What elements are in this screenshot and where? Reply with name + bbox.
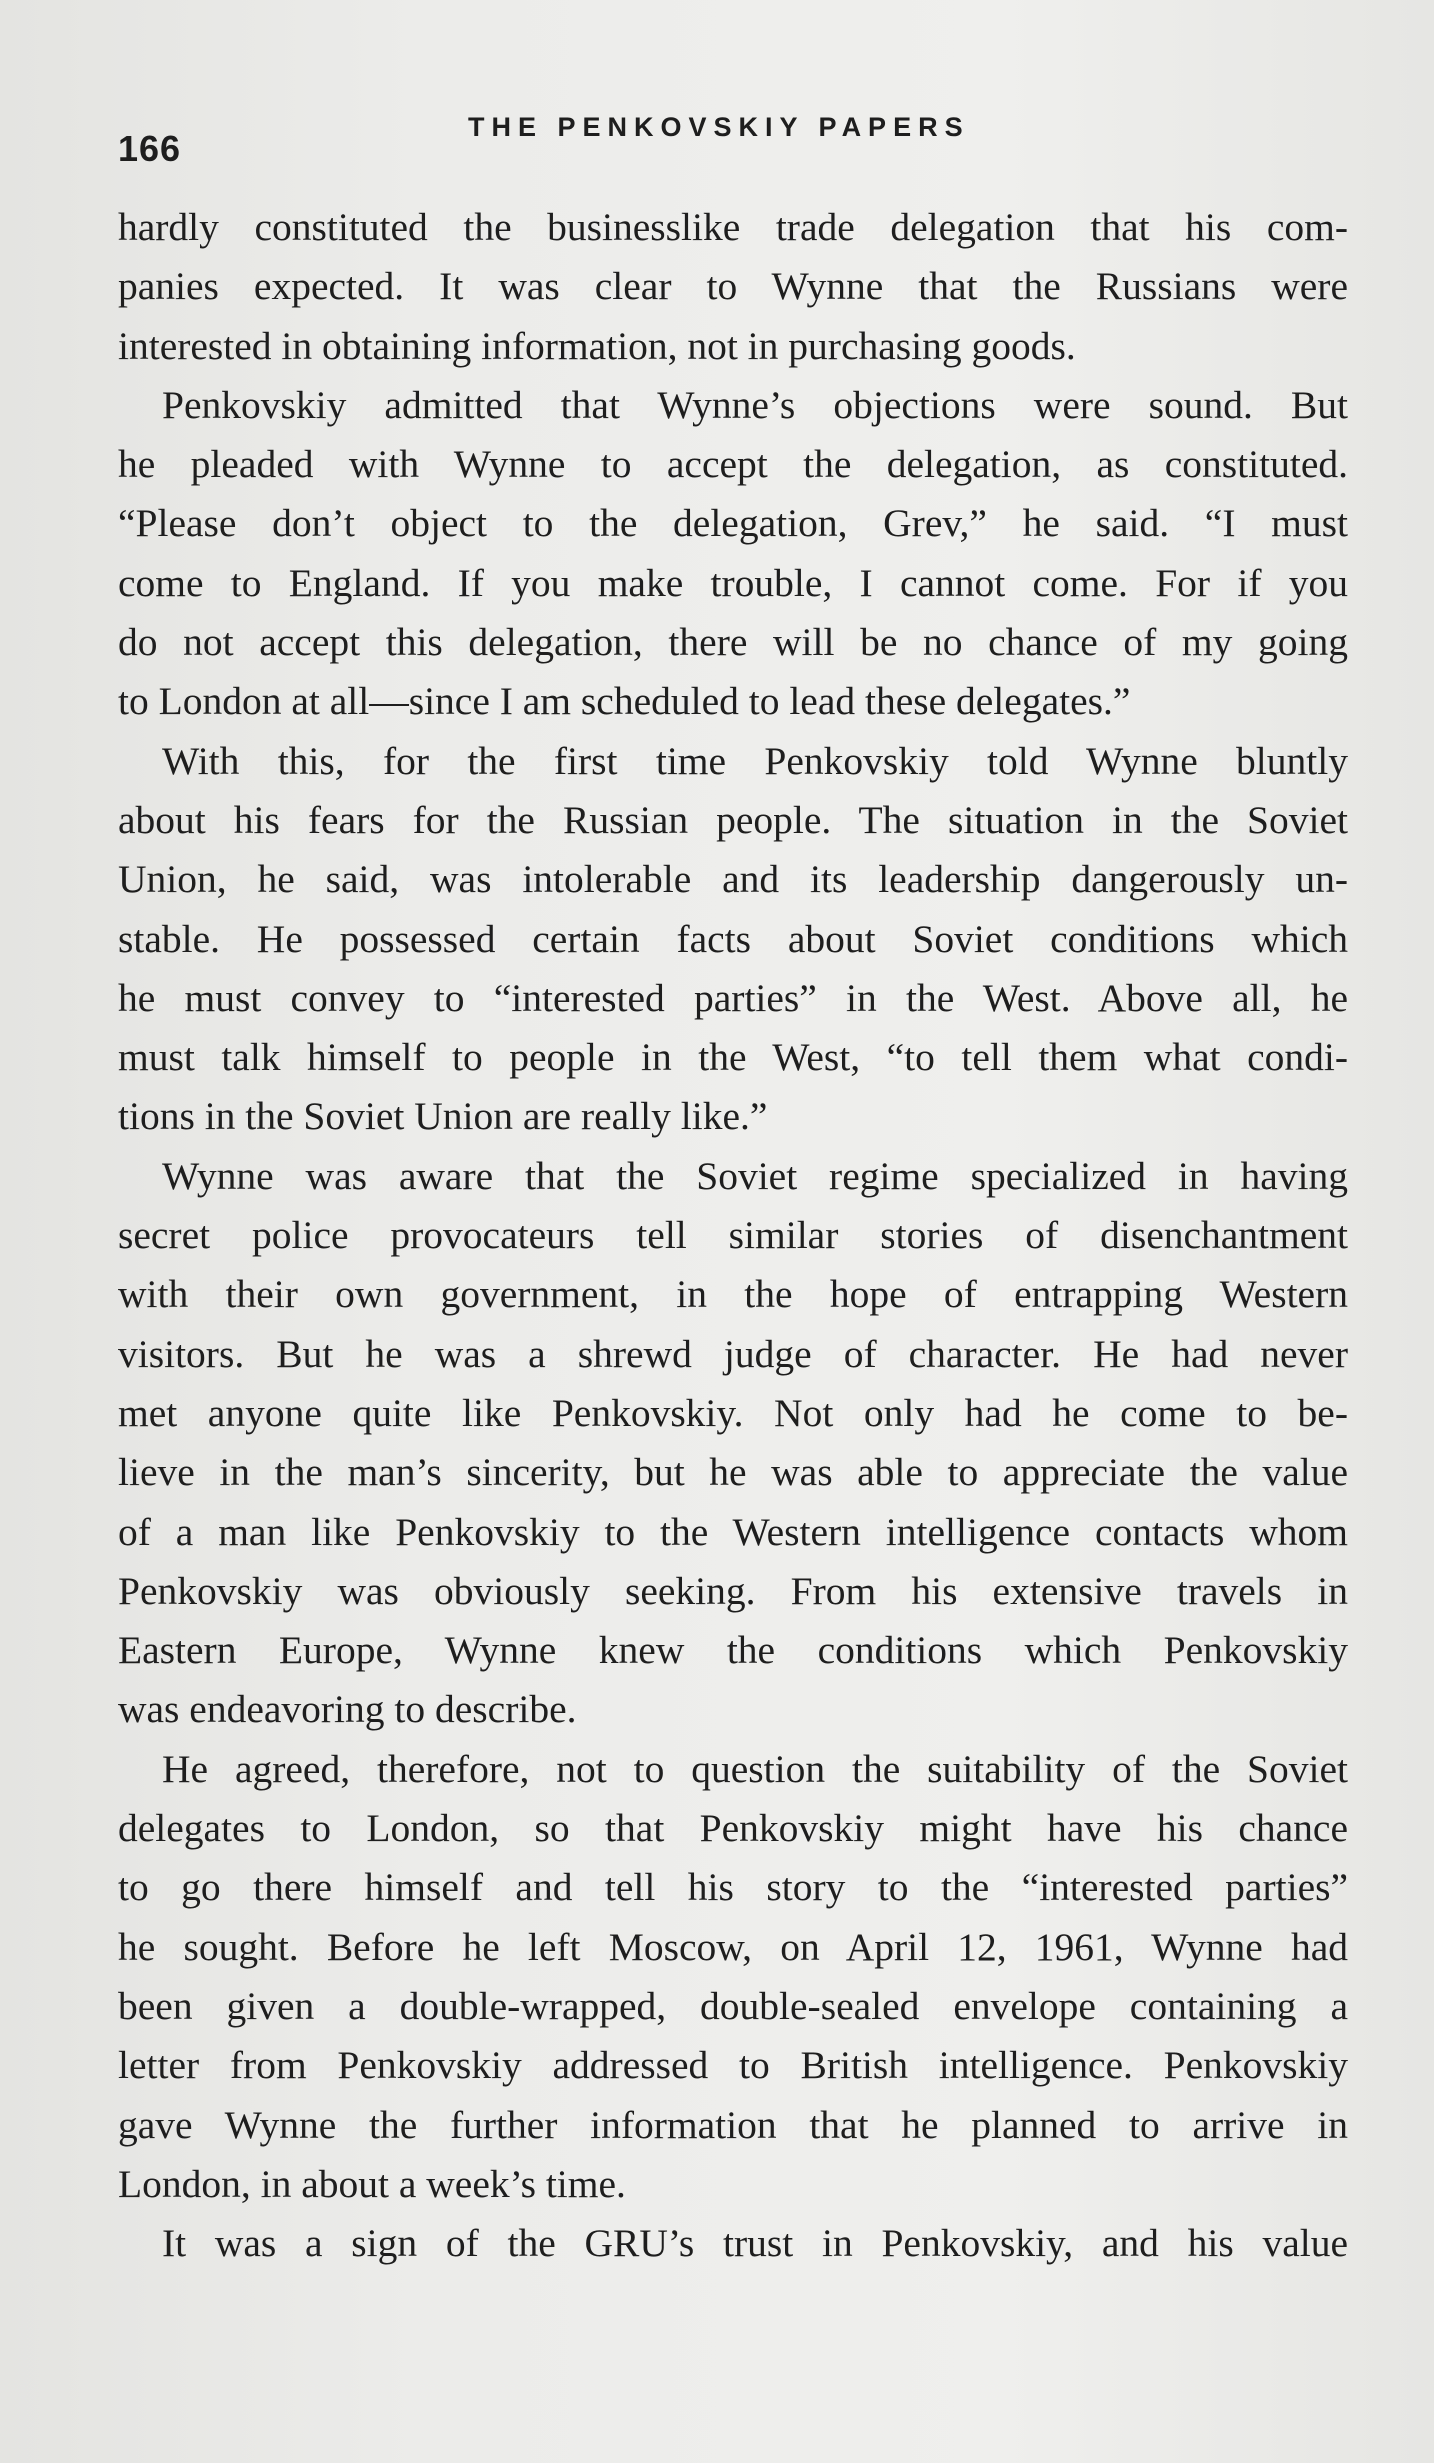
text-line: hardly constituted the businesslike trade delegation that his com- xyxy=(118,205,1348,249)
text-line: he pleaded with Wynne to accept the delegation, as constituted. xyxy=(118,442,1348,487)
text-line: With this, for the first time Penkovskiy told Wynne bluntly xyxy=(162,738,1348,783)
text-line: letter from Penkovskiy addressed to British intelligence. Penkovskiy xyxy=(118,2043,1348,2088)
text-line: been given a double-wrapped, double-sealed envelope containing a xyxy=(118,1983,1348,2028)
text-line: he must convey to “interested parties” in the West. Above all, he xyxy=(118,975,1348,1020)
text-line: of a man like Penkovskiy to the Western intelligence contacts whom xyxy=(118,1509,1348,1554)
text-line: lieve in the man’s sincerity, but he was able to appreciate the value xyxy=(118,1450,1348,1495)
text-line: panies expected. It was clear to Wynne that the Russians were xyxy=(118,264,1348,309)
text-line: was endeavoring to describe. xyxy=(118,1687,577,1732)
text-line: must talk himself to people in the West, “to tell them what condi- xyxy=(118,1035,1348,1080)
text-line: tions in the Soviet Union are really like.” xyxy=(118,1094,768,1139)
text-line: Penkovskiy was obviously seeking. From his extensive travels in xyxy=(118,1568,1348,1613)
body-text xyxy=(118,198,1348,2273)
text-line: interested in obtaining information, not in purchasing goods. xyxy=(118,323,1076,368)
text-line: stable. He possessed certain facts about Soviet conditions which xyxy=(118,916,1348,961)
text-line: secret police provocateurs tell similar stories of disenchantment xyxy=(118,1213,1348,1258)
text-line: Eastern Europe, Wynne knew the conditions which Penkovskiy xyxy=(118,1628,1348,1673)
text-line: come to England. If you make trouble, I cannot come. For if you xyxy=(118,560,1348,605)
text-line: visitors. But he was a shrewd judge of character. He had never xyxy=(118,1331,1348,1376)
text-line: do not accept this delegation, there will be no chance of my going xyxy=(118,620,1348,665)
text-line: to London at all—since I am scheduled to lead these delegates.” xyxy=(118,679,1131,724)
text-line: Wynne was aware that the Soviet regime specialized in having xyxy=(162,1153,1348,1198)
text-line: Penkovskiy admitted that Wynne’s objections were sound. But xyxy=(162,382,1348,427)
text-line: gave Wynne the further information that he planned to arrive in xyxy=(118,2102,1348,2147)
text-line: “Please don’t object to the delegation, Grev,” he said. “I must xyxy=(118,501,1348,546)
text-line: about his fears for the Russian people. The situation in the Soviet xyxy=(118,797,1348,842)
text-line: met anyone quite like Penkovskiy. Not only had he come to be- xyxy=(118,1390,1348,1435)
text-line: London, in about a week’s time. xyxy=(118,2161,626,2206)
text-line: with their own government, in the hope of entrapping Western xyxy=(118,1272,1348,1317)
text-line: delegates to London, so that Penkovskiy might have his chance xyxy=(118,1806,1348,1851)
page-header xyxy=(118,100,1348,180)
text-line: He agreed, therefore, not to question the suitability of the Soviet xyxy=(162,1746,1348,1791)
text-line: Union, he said, was intolerable and its leadership dangerously un- xyxy=(118,857,1348,902)
running-head: THE PENKOVSKIY PAPERS xyxy=(468,112,970,142)
text-line: It was a sign of the GRU’s trust in Penkovskiy, and his value xyxy=(162,2221,1348,2266)
text-line: he sought. Before he left Moscow, on April 12, 1961, Wynne had xyxy=(118,1924,1348,1969)
page-number: 166 xyxy=(118,128,182,169)
text-line: to go there himself and tell his story to the “interested parties” xyxy=(118,1865,1348,1910)
